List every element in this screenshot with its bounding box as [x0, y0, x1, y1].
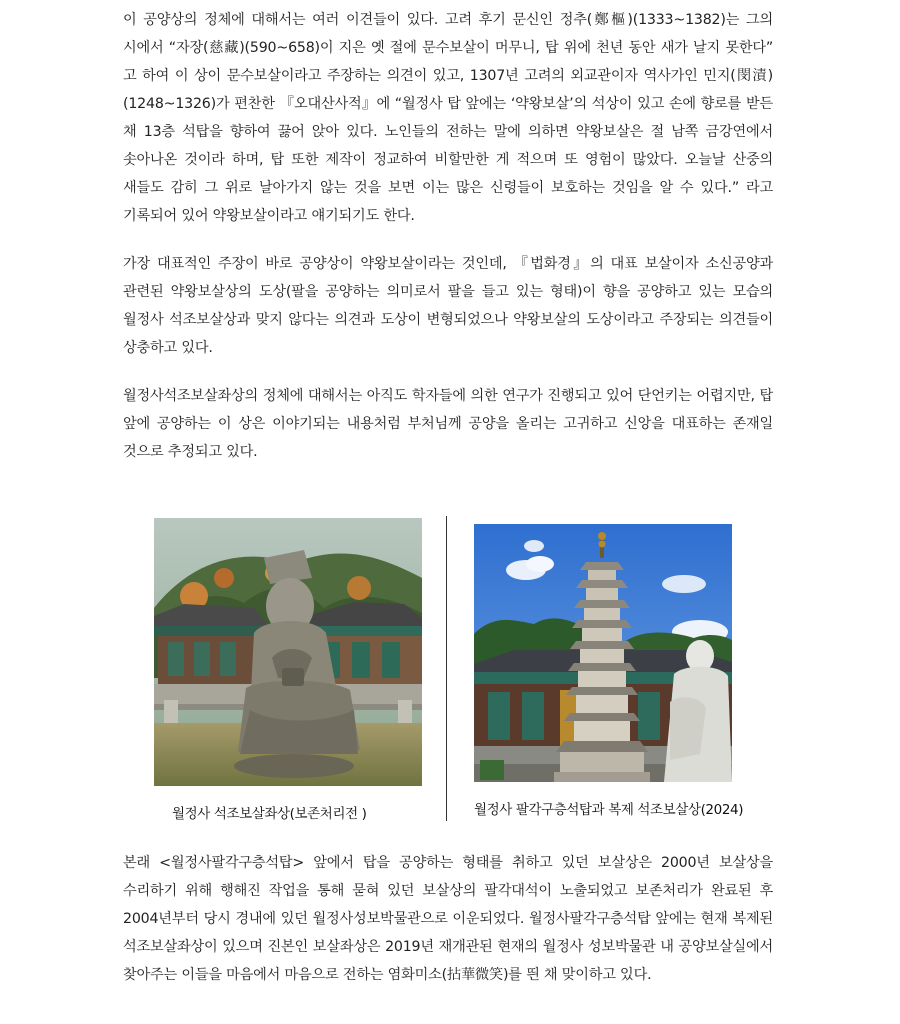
figure-row — [0, 508, 900, 828]
paragraph-restoration-history: 본래 <월정사팔각구층석탑> 앞에서 탑을 공양하는 형태를 취하고 있던 보살상은 2000년 보살상을 수리하기 위해 행해진 작업을 통해 묻혀 있던 보살상의 팔각대석이 노출되었고 보존처리가 완료된 후 2004년부터 당시 경내에 있던 월정사성보박물관으로 이운되었다. 월정사팔각구층석탑 앞에는 현재 복제된 석조보살좌상이 있으며 진본인 보살좌상은 2019년 재개관된 현재의 월정사 성보박물관 내 공양보살실에서 찾아주는 이들을 마음에서 마음으로 전하는 염화미소(拈華微笑)를 띈 채 맞이하고 있다. — [123, 855, 773, 983]
figure-seated-bodhisattva — [154, 508, 424, 828]
photo-pagoda — [474, 524, 732, 782]
caption-pagoda: 월정사 팔각구층석탑과 복제 석조보살상(2024) — [474, 802, 744, 818]
figure-divider — [446, 516, 447, 821]
paragraph-yakwang-claim: 가장 대표적인 주장이 바로 공양상이 약왕보살이라는 것인데, 『법화경』의 대표 보살이자 소신공양과 관련된 약왕보살상의 도상(팔을 공양하는 의미로서 팔을 들고 있는 형태)이 향을 공양하고 있는 모습의 월정사 석조보살상과 맞지 않다는 의견과 도상이 변형되었으나 약왕보살의 도상이라고 주장되는 의견들이 상충하고 있다. — [123, 256, 773, 356]
caption-seated-bodhisattva: 월정사 석조보살좌상(보존처리전 ) — [172, 806, 367, 822]
figure-pagoda — [474, 508, 764, 828]
article-body — [123, 6, 773, 466]
paragraph-research-ongoing: 월정사석조보살좌상의 정체에 대해서는 아직도 학자들에 의한 연구가 진행되고 있어 단언키는 어렵지만, 탑 앞에 공양하는 이 상은 이야기되는 내용처럼 부처님께 공양을 올리는 고귀하고 신앙을 대표하는 존재일 것으로 추정되고 있다. — [123, 388, 773, 460]
paragraph-identity-debate: 이 공양상의 정체에 대해서는 여러 이견들이 있다. 고려 후기 문신인 정추(鄭樞)(1333~1382)는 그의 시에서 “자장(慈藏)(590~658)이 지은 옛 절에 문수보살이 머무니, 탑 위에 천년 동안 새가 날지 못한다” 고 하여 이 상이 문수보살이라고 주장하는 의견이 있고, 1307년 고려의 외교관이자 역사가인 민지(閔漬)(1248~1326)가 편찬한 『오대산사적』에 “월정사 탑 앞에는 ‘약왕보살’의 석상이 있고 손에 향로를 받든 채 13층 석탑을 향하여 끓어 앉아 있다. 노인들의 전하는 말에 의하면 약왕보살은 절 남쪽 금강연에서 솟아나온 것이라 하며, 탑 또한 제작이 정교하여 비할만한 게 적으며 또 영험이 많았다. 오늘날 산중의 새들도 감히 그 위로 날아가지 않는 것을 보면 이는 많은 신령들이 보호하는 것임을 알 수 있다.” 라고 기록되어 있어 약왕보살이라고 얘기되기도 한다. — [123, 12, 773, 224]
photo-seated-bodhisattva — [154, 518, 422, 786]
